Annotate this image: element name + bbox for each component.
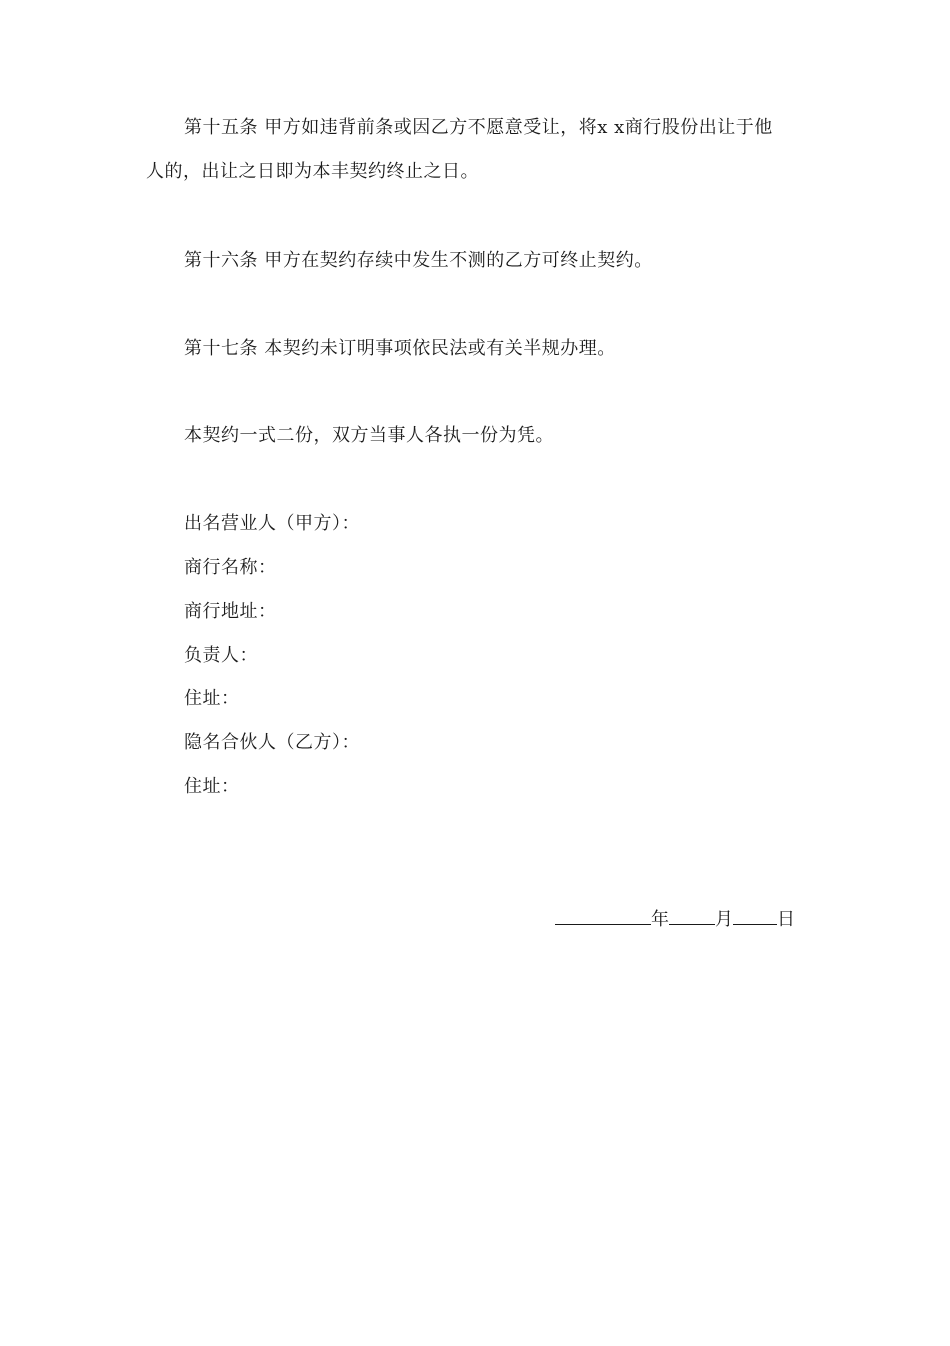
party-a-label: 出名营业人（甲方）： bbox=[184, 513, 360, 534]
clause-16: 第十六条 甲方在契约存续中发生不测的乙方可终止契约。 bbox=[184, 250, 653, 271]
day-blank bbox=[733, 906, 777, 925]
firm-address-label: 商行地址： bbox=[184, 601, 277, 622]
party-a-address-label: 住址： bbox=[184, 688, 240, 709]
firm-name-label: 商行名称： bbox=[184, 557, 277, 578]
clause-17: 第十七条 本契约未订明事项依民法或有关半规办理。 bbox=[184, 338, 616, 359]
signing-date bbox=[555, 906, 795, 933]
year-blank bbox=[555, 906, 651, 925]
day-label: 日 bbox=[777, 909, 795, 930]
month-label: 月 bbox=[715, 909, 733, 930]
copies-clause: 本契约一式二份，双方当事人各执一份为凭。 bbox=[184, 425, 554, 446]
party-b-address-label: 住址： bbox=[184, 776, 240, 797]
clause-15-line-2: 人的，出让之日即为本丰契约终止之日。 bbox=[146, 161, 479, 182]
responsible-person-label: 负责人： bbox=[184, 645, 258, 666]
month-blank bbox=[669, 906, 715, 925]
year-label: 年 bbox=[651, 909, 669, 930]
party-b-label: 隐名合伙人（乙方）： bbox=[184, 732, 360, 753]
clause-15-line-1: 第十五条 甲方如违背前条或因乙方不愿意受让，将x x商行股份出让于他 bbox=[184, 117, 773, 138]
